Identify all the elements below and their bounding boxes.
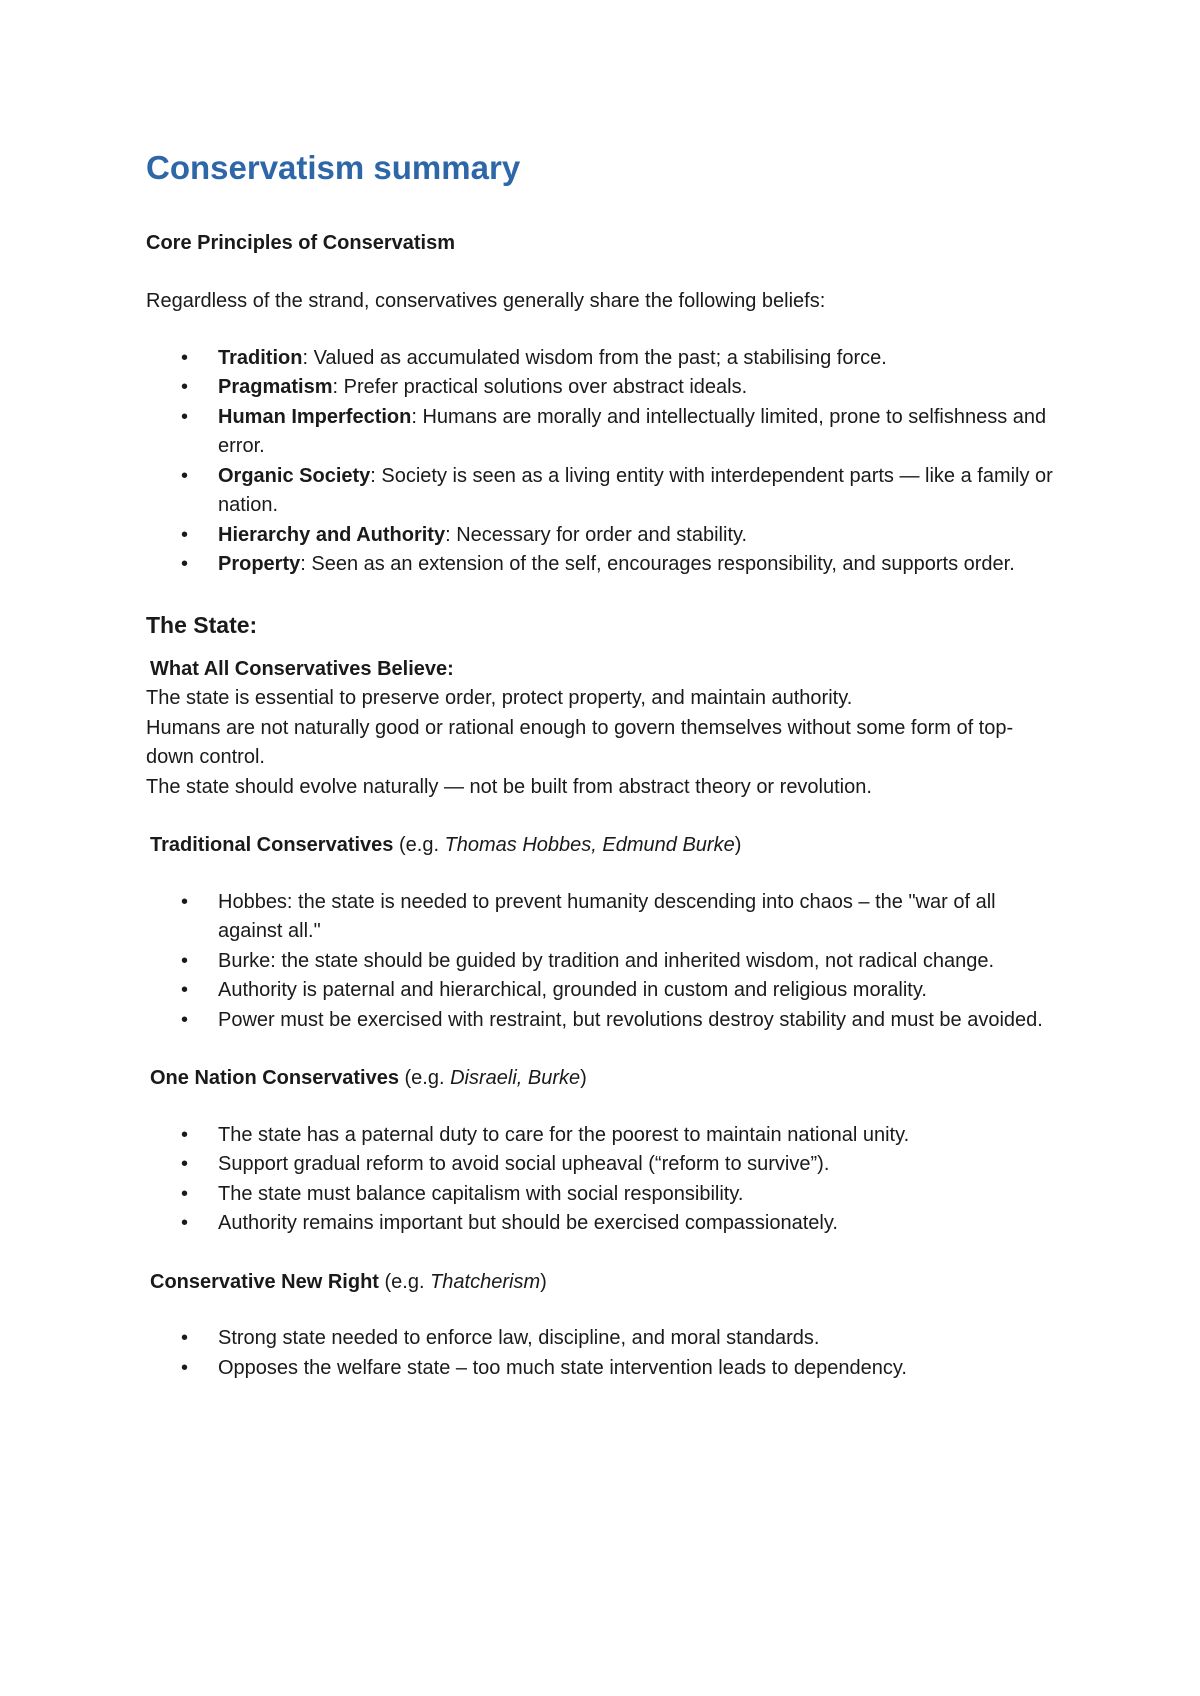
bullet-icon: •	[181, 949, 189, 972]
bullet-icon: •	[181, 553, 189, 575]
all-believe-heading	[146, 655, 1060, 685]
list-item	[181, 403, 1060, 462]
traditional-examples: Thomas Hobbes, Edmund Burke	[444, 834, 735, 856]
one-nation-name: One Nation Conservatives	[150, 1067, 399, 1089]
principle-text: : Humans are morally and intellectually limited, prone to selfishness and error.	[218, 405, 1047, 457]
all-believe-line: Humans are not naturally good or rational enough to govern themselves without some form of top-down control.	[146, 716, 1014, 768]
list-item	[181, 1324, 1060, 1354]
one-nation-examples: Disraeli, Burke	[450, 1067, 581, 1089]
eg-close: )	[540, 1270, 547, 1293]
bullet-icon: •	[181, 1212, 189, 1234]
bullet-icon: •	[181, 1153, 189, 1175]
traditional-heading	[146, 831, 1060, 861]
list-item-text: Strong state needed to enforce law, discipline, and moral standards.	[218, 1327, 820, 1349]
bullet-icon: •	[181, 376, 189, 398]
bullet-icon: •	[181, 890, 189, 913]
core-principles-heading: Core Principles of Conservatism	[146, 232, 455, 254]
state-heading: The State:	[146, 611, 258, 638]
list-item	[181, 1150, 1060, 1180]
eg-open: (e.g.	[378, 1270, 431, 1293]
list-item-text: The state has a paternal duty to care for the poorest to maintain national unity.	[218, 1123, 910, 1146]
all-believe-label: What All Conservatives Believe:	[150, 657, 454, 680]
principle-text: : Society is seen as a living entity with interdependent parts — like a family or nation.	[218, 464, 1053, 516]
principle-term: Pragmatism	[218, 376, 333, 398]
bullet-icon: •	[181, 1182, 189, 1205]
all-believe-line: The state should evolve naturally — not be built from abstract theory or revolution.	[146, 775, 872, 798]
one-nation-heading	[146, 1064, 1060, 1094]
document-title: Conservatism summary	[146, 149, 521, 186]
list-item	[181, 888, 1060, 947]
list-item	[181, 344, 1060, 374]
list-item	[181, 1180, 1060, 1210]
principle-text: : Necessary for order and stability.	[445, 523, 748, 546]
list-item	[181, 947, 1060, 977]
bullet-icon: •	[181, 464, 189, 487]
new-right-name: Conservative New Right	[150, 1270, 379, 1293]
principle-term: Tradition	[218, 346, 303, 369]
list-item	[181, 976, 1060, 1006]
bullet-icon: •	[181, 979, 189, 1001]
eg-close: )	[734, 834, 742, 856]
bullet-icon: •	[181, 405, 189, 428]
eg-open: (e.g.	[398, 1067, 451, 1089]
principle-text: : Valued as accumulated wisdom from the past; a stabilising force.	[302, 346, 887, 369]
all-believe-line: The state is essential to preserve order, protect property, and maintain authority.	[146, 687, 853, 709]
bullet-icon: •	[181, 1123, 189, 1146]
eg-close: )	[580, 1067, 587, 1089]
list-item-text: The state must balance capitalism with social responsibility.	[218, 1182, 744, 1205]
list-item-text: Authority is paternal and hierarchical, grounded in custom and religious morality.	[218, 979, 927, 1001]
bullet-icon: •	[181, 1356, 189, 1379]
bullet-icon: •	[181, 1327, 189, 1349]
new-right-list	[146, 1324, 1060, 1383]
list-item	[181, 1121, 1060, 1151]
list-item-text: Hobbes: the state is needed to prevent humanity descending into chaos – the "war of all against all."	[218, 890, 996, 942]
list-item-text: Support gradual reform to avoid social upheaval (“reform to survive”).	[218, 1153, 830, 1175]
list-item	[181, 1006, 1060, 1036]
traditional-name: Traditional Conservatives	[150, 834, 394, 856]
bullet-icon: •	[181, 1008, 189, 1031]
traditional-list	[146, 888, 1060, 1036]
bullet-icon: •	[181, 346, 189, 369]
list-item	[181, 462, 1060, 521]
principle-text: : Seen as an extension of the self, encourages responsibility, and supports order.	[300, 553, 1015, 575]
principle-term: Human Imperfection	[218, 405, 412, 428]
list-item	[181, 550, 1060, 580]
core-principles-list	[146, 344, 1060, 580]
list-item	[181, 1209, 1060, 1239]
list-item-text: Opposes the welfare state – too much state intervention leads to dependency.	[218, 1356, 907, 1379]
one-nation-list	[146, 1121, 1060, 1239]
list-item-text: Burke: the state should be guided by tradition and inherited wisdom, not radical change.	[218, 949, 995, 972]
principle-term: Property	[218, 553, 301, 575]
bullet-icon: •	[181, 523, 189, 546]
list-item	[181, 373, 1060, 403]
list-item	[181, 521, 1060, 551]
intro-paragraph: Regardless of the strand, conservatives generally share the following beliefs:	[146, 290, 826, 312]
principle-term: Hierarchy and Authority	[218, 523, 446, 546]
new-right-heading	[146, 1268, 1060, 1298]
list-item	[181, 1354, 1060, 1384]
eg-open: (e.g.	[393, 834, 445, 856]
new-right-examples: Thatcherism	[430, 1270, 541, 1293]
list-item-text: Authority remains important but should be exercised compassionately.	[218, 1212, 838, 1234]
principle-term: Organic Society	[218, 464, 371, 487]
principle-text: : Prefer practical solutions over abstract ideals.	[332, 376, 748, 398]
list-item-text: Power must be exercised with restraint, but revolutions destroy stability and must be avoided.	[218, 1008, 1043, 1031]
